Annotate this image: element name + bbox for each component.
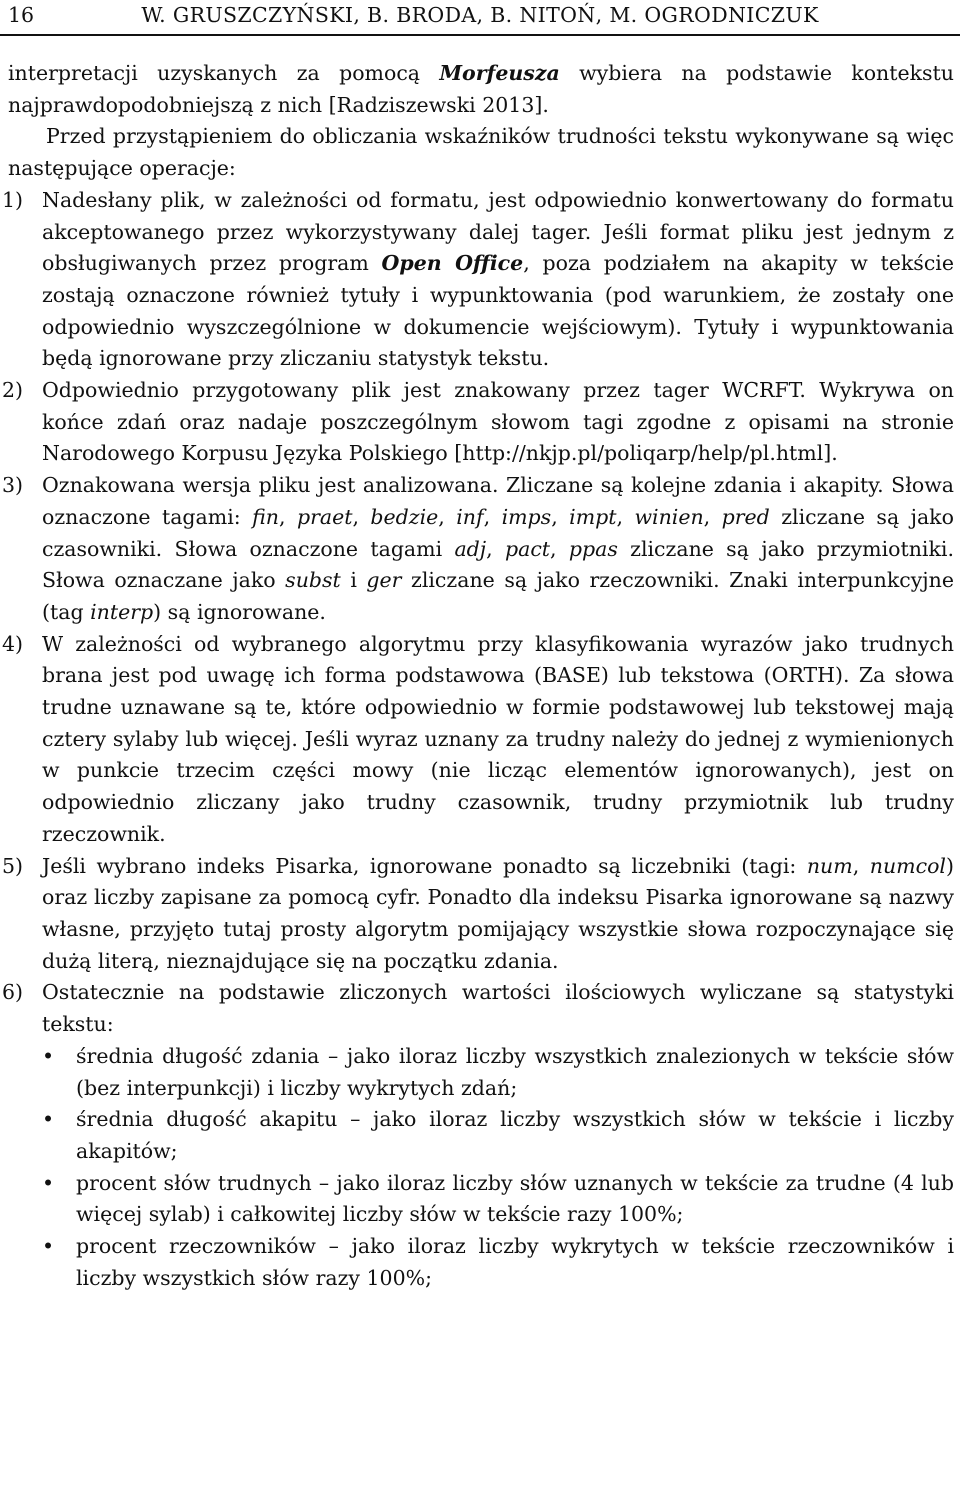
- tag-name: inf: [456, 504, 484, 529]
- text-span: ,: [352, 504, 371, 529]
- list-item-number: 1): [2, 187, 24, 212]
- list-item-number: 3): [2, 473, 24, 498]
- tag-name: impt: [569, 504, 617, 529]
- tag-name: numcol: [869, 853, 946, 878]
- text-span: średnia długość akapitu – jako iloraz liczby wszystkich słów w tekście i liczby akapitów;: [76, 1107, 954, 1163]
- tag-name: interp: [90, 599, 154, 624]
- bullet-icon: •: [42, 1170, 55, 1195]
- text-span: ,: [438, 504, 457, 529]
- open-office-name: Open Office: [381, 251, 524, 276]
- tag-name: num: [806, 853, 853, 878]
- text-span: Oznakowana wersja pliku jest analizowana. Zliczane są kolejne zdania i akapity. Słowa oznaczone tagami:: [42, 473, 954, 529]
- operations-list: [0, 185, 960, 1295]
- list-item: [0, 470, 954, 629]
- text-span: i: [340, 568, 367, 593]
- page-number: 16: [8, 3, 35, 27]
- statistics-list: [42, 1041, 954, 1295]
- tag-name: praet: [296, 504, 353, 529]
- list-item-number: 4): [2, 631, 24, 656]
- text-span: procent słów trudnych – jako iloraz liczby słów uznanych w tekście za trudne (4 lub więcej sylab) i całkowitej liczby słów w tekście razy 100%;: [76, 1170, 954, 1227]
- text-span: zliczane są jako przymiotniki. Słowa oznaczane jako: [42, 536, 954, 593]
- text-span: wybiera na podstawie kontekstu najprawdopodobniejszą z nich [Radziszewski 2013].: [8, 61, 954, 117]
- bullet-item: [42, 1104, 954, 1167]
- bullet-item: [42, 1168, 954, 1231]
- list-item: [0, 629, 954, 851]
- text-span: ) są ignorowane.: [153, 599, 326, 624]
- text-span: ,: [852, 853, 870, 878]
- tag-name: imps: [501, 504, 552, 529]
- list-item: [0, 375, 954, 470]
- tag-name: adj: [454, 536, 487, 561]
- list-item: [0, 977, 954, 1294]
- body-text: [0, 58, 960, 1294]
- running-header-authors: W. GRUSZCZYŃSKI, B. BRODA, B. NITOŃ, M. OGRODNICZUK: [141, 3, 819, 27]
- text-span: zliczane są jako czasowniki. Słowa oznaczone tagami: [42, 504, 954, 561]
- bullet-icon: •: [42, 1043, 55, 1068]
- text-span: ,: [279, 504, 297, 529]
- list-item-number: 5): [2, 853, 24, 878]
- tag-name: pact: [504, 536, 551, 561]
- running-header: [0, 0, 960, 36]
- tag-name: pred: [721, 504, 770, 529]
- tag-name: winien: [634, 504, 704, 529]
- text-span: Nadesłany plik, w zależności od formatu, jest odpowiednio konwertowany do formatu akceptowanego przez wykorzystywany dalej tager. Jeśli format pliku jest jednym z obsługiwanych przez program: [42, 187, 954, 276]
- intro-paragraph: [8, 58, 954, 121]
- bullet-icon: •: [42, 1234, 55, 1259]
- list-item-number: 6): [2, 980, 24, 1005]
- bullet-item: [42, 1041, 954, 1104]
- text-span: procent rzeczowników – jako iloraz liczby wykrytych w tekście rzeczowników i liczby wszystkich słów razy 100%;: [76, 1234, 954, 1290]
- text-span: Ostatecznie na podstawie zliczonych wartości ilościowych wyliczane są statystyki tekstu:: [42, 980, 954, 1037]
- operations-intro-paragraph: Przed przystąpieniem do obliczania wskaźników trudności tekstu wykonywane są więc następujące operacje:: [8, 124, 954, 181]
- tag-name: ger: [366, 568, 402, 593]
- morfeusz-name: Morfeusza: [439, 61, 560, 85]
- text-span: ) oraz liczby zapisane za pomocą cyfr. Ponadto dla indeksu Pisarka ignorowane są nazwy własne, przyjęto tutaj prosty algorytm pomijający wszystkie słowa rozpoczynające się dużą literą, nieznajdujące się na początku zdania.: [42, 853, 954, 973]
- list-item: [0, 185, 954, 375]
- text-span: ,: [703, 504, 722, 529]
- text-span: zliczane są jako rzeczowniki. Znaki interpunkcyjne (tag: [42, 568, 954, 624]
- list-item-number: 2): [2, 378, 24, 403]
- text-span: ,: [551, 504, 570, 529]
- list-item: [0, 851, 954, 978]
- text-span: ,: [486, 536, 505, 561]
- text-span: ,: [550, 536, 569, 561]
- text-span: W zależności od wybranego algorytmu przy klasyfikowania wyrazów jako trudnych brana jest pod uwagę ich forma podstawowa (BASE) lub tekstowa (ORTH). Za słowa trudne uznawane są te, które odpowiednio w formie podstawowej lub tekstowej mają cztery sylaby lub więcej. Jeśli wyraz uznany za trudny należy do jednej z wymienionych w punkcie trzecim części mowy (nie licząc elementów ignorowanych), jest on odpowiednio zliczany jako trudny czasownik, trudny przymiotnik lub trudny rzeczownik.: [42, 631, 954, 846]
- text-span: Odpowiednio przygotowany plik jest znakowany przez tager WCRFT. Wykrywa on końce zdań oraz nadaje poszczególnym słowom tagi zgodne z opisami na stronie Narodowego Korpusu Języka Polskiego [http://nkjp.pl/poliqarp/help/pl.html].: [42, 378, 954, 466]
- text-span: średnia długość zdania – jako iloraz liczby wszystkich znalezionych w tekście słów (bez interpunkcji) i liczby wykrytych zdań;: [76, 1043, 954, 1100]
- text-span: ,: [616, 504, 635, 529]
- tag-name: bedzie: [370, 504, 439, 529]
- text-span: interpretacji uzyskanych za pomocą: [8, 61, 440, 85]
- tag-name: ppas: [568, 536, 618, 561]
- text-span: Jeśli wybrano indeks Pisarka, ignorowane ponadto są liczebniki (tagi:: [42, 853, 807, 878]
- bullet-item: [42, 1231, 954, 1294]
- text-span: , poza podziałem na akapity w tekście zostają oznaczone również tytuły i wypunktowania (pod warunkiem, że zostały one odpowiednio wyszczególnione w dokumencie wejściowym). Tytuły i wypunktowania będą ignorowane przy zliczaniu statystyk tekstu.: [42, 251, 954, 371]
- tag-name: fin: [252, 504, 279, 529]
- bullet-icon: •: [42, 1107, 55, 1132]
- tag-name: subst: [285, 568, 341, 593]
- text-span: ,: [483, 504, 502, 529]
